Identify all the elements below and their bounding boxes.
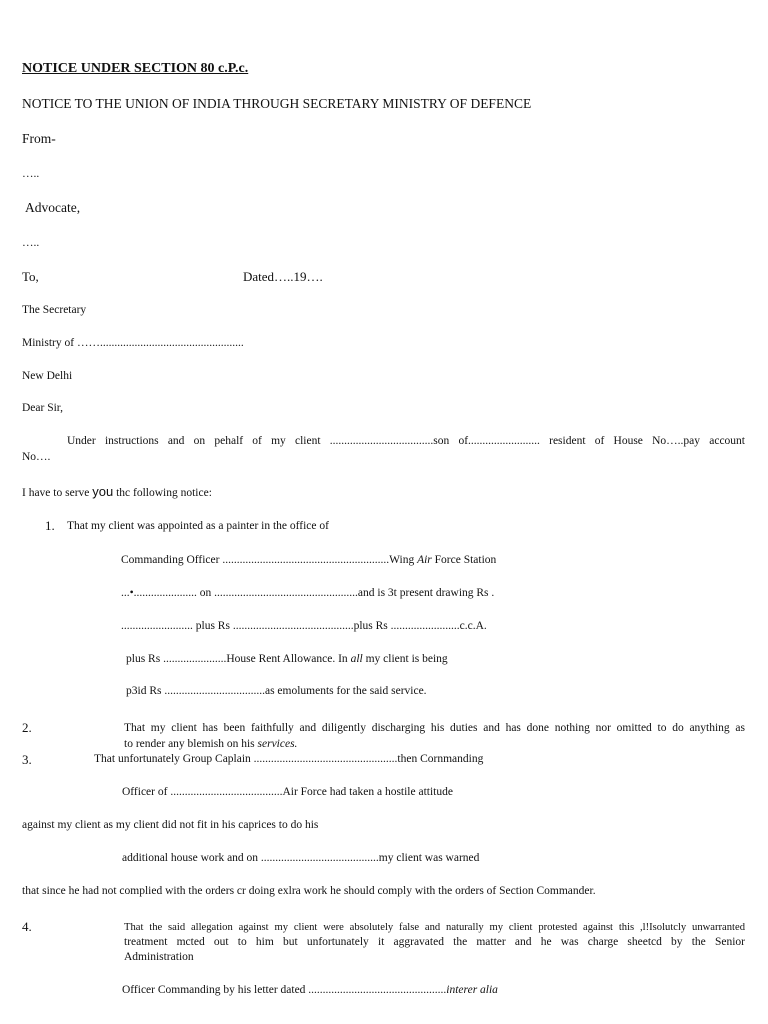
- item-4-line-4-pre: Officer Commanding by his letter dated ................................................: [122, 984, 447, 996]
- item-1-line-a-post: Force Station: [431, 554, 497, 566]
- item-1-line-e: p3id Rs ...................................as emoluments for the said service.: [126, 685, 427, 697]
- item-1-line-d-italic: all: [350, 653, 363, 665]
- serve-notice-part-2: you: [92, 484, 114, 499]
- item-2-number: 2.: [22, 720, 32, 735]
- item-1-line-c: ......................... plus Rs ..........................................plus Rs ........................c.c.A.: [121, 620, 487, 632]
- addressee-line-1: The Secretary: [22, 304, 87, 316]
- intro-line-1: Under instructions and on pehalf of my client ....................................son of......................... resident of House No…..pay account: [67, 435, 745, 447]
- item-2-line-1: That my client has been faithfully and diligently discharging his duties and has done nothing nor omitted to do anything as: [124, 722, 745, 734]
- item-3-line-2: Officer of .......................................Air Force had taken a hostile attitude: [122, 786, 453, 798]
- document-subtitle: NOTICE TO THE UNION OF INDIA THROUGH SECRETARY MINISTRY OF DEFENCE: [22, 96, 532, 111]
- item-1-line-a-italic: Air: [417, 554, 432, 566]
- item-1-line-d-pre: plus Rs ......................House Rent Allowance. In: [126, 653, 351, 665]
- item-2-line-2: [124, 737, 297, 752]
- item-1-line-a: [121, 553, 496, 568]
- to-label: To,: [22, 269, 39, 284]
- serve-notice-part-3: thc following notice:: [113, 487, 212, 499]
- item-3-line-3: against my client as my client did not fit in his caprices to do his: [22, 819, 319, 831]
- item-3-line-4: additional house work and on .........................................my client was warned: [122, 852, 480, 864]
- item-1-line-b: ...•...................... on ..................................................and is 3t present drawing Rs .: [121, 587, 495, 599]
- item-1-line-d-post: my client is being: [362, 653, 448, 665]
- item-4-line-4: [122, 983, 498, 998]
- item-4-line-4-italic: interer alia: [446, 984, 498, 996]
- advocate-label: Advocate,: [25, 200, 81, 215]
- item-2-line-2-italic: services.: [257, 738, 298, 750]
- addressee-line-3: New Delhi: [22, 370, 73, 382]
- item-4-line-1: That the said allegation against my client were absolutely false and naturally my client protested against this ,l!Isolutcly unwarranted: [124, 922, 745, 933]
- serve-notice-line: [22, 484, 212, 501]
- salutation: Dear Sir,: [22, 402, 64, 414]
- item-3-number: 3.: [22, 752, 32, 767]
- intro-line-2: No….: [22, 451, 51, 463]
- item-4-number: 4.: [22, 919, 32, 934]
- item-1-text: That my client was appointed as a painter in the office of: [67, 520, 329, 532]
- addressee-line-2: Ministry of ……..................................................: [22, 337, 244, 349]
- dated-field: Dated…..19….: [243, 269, 323, 284]
- item-4-line-3: Administration: [124, 951, 194, 963]
- item-3-line-1: That unfortunately Group Caplain ..................................................then Cornmanding: [94, 753, 484, 765]
- from-blank-2: …..: [22, 237, 40, 249]
- item-4-line-2: treatment mcted out to him but unfortunately it aggravated the matter and he was charge sheetcd by the Senior: [124, 936, 745, 948]
- document-title: NOTICE UNDER SECTION 80 c.P.c.: [22, 61, 249, 76]
- item-1-number: 1.: [45, 518, 55, 533]
- serve-notice-part-1: I have to serve: [22, 487, 93, 499]
- item-2-line-2-pre: to render any blemish on his: [124, 738, 258, 750]
- from-blank-1: …..: [22, 168, 40, 180]
- item-3-line-5: that since he had not complied with the orders cr doing exlra work he should comply with the orders of Section Commander.: [22, 885, 596, 897]
- from-label: From-: [22, 131, 56, 146]
- item-1-line-a-pre: Commanding Officer ..........................................................Wing: [121, 554, 418, 566]
- item-1-line-d: [126, 652, 448, 667]
